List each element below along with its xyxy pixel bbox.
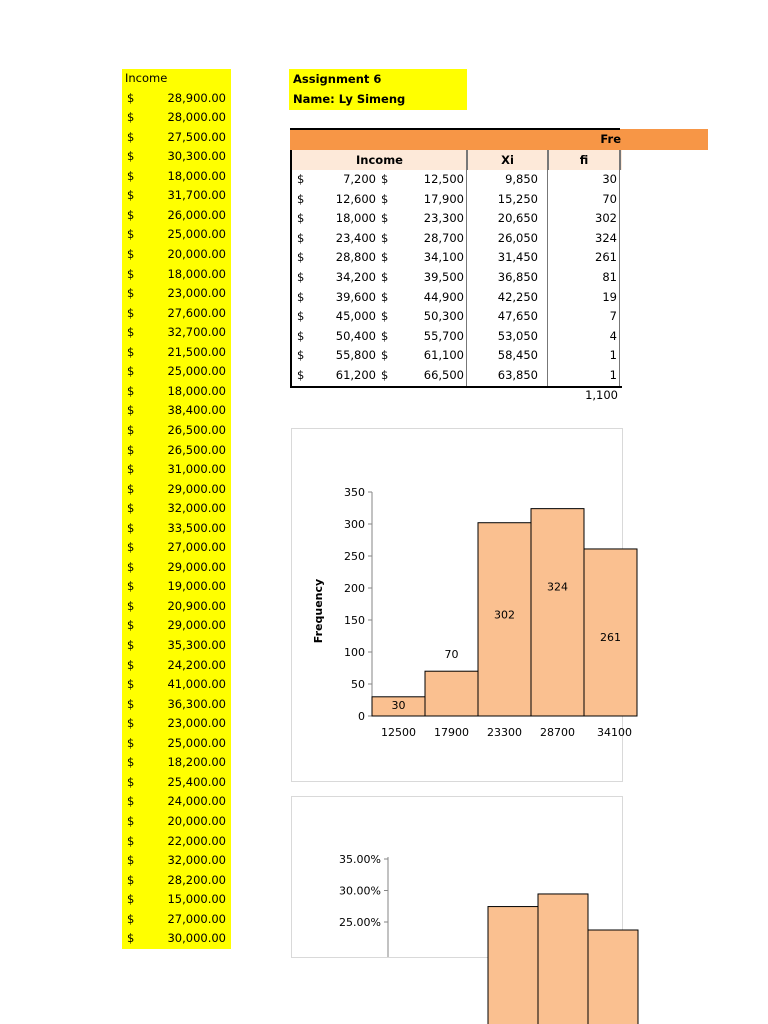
currency-symbol: $ bbox=[127, 364, 135, 379]
income-row bbox=[122, 832, 231, 852]
range-high: 39,500 bbox=[423, 270, 464, 284]
currency-symbol: $ bbox=[297, 230, 305, 245]
currency-symbol: $ bbox=[297, 191, 305, 206]
y-tick-label: 25.00% bbox=[339, 916, 381, 929]
currency-symbol: $ bbox=[381, 328, 389, 343]
income-value: 18,000.00 bbox=[167, 168, 226, 183]
income-value: 15,000.00 bbox=[167, 892, 226, 907]
histogram-bar bbox=[531, 509, 584, 716]
range-high: 23,300 bbox=[423, 211, 464, 226]
income-value: 38,400.00 bbox=[167, 403, 226, 418]
currency-symbol: $ bbox=[297, 348, 305, 363]
currency-symbol: $ bbox=[127, 344, 135, 359]
currency-symbol: $ bbox=[127, 481, 135, 496]
income-value: 18,200.00 bbox=[167, 755, 226, 770]
currency-symbol: $ bbox=[127, 872, 135, 887]
income-value: 27,600.00 bbox=[167, 305, 226, 320]
currency-symbol: $ bbox=[127, 149, 135, 164]
currency-symbol: $ bbox=[297, 211, 305, 226]
x-tick-label: 17900 bbox=[434, 726, 469, 739]
table-divider bbox=[466, 150, 467, 386]
currency-symbol: $ bbox=[381, 172, 389, 186]
currency-symbol: $ bbox=[127, 266, 135, 281]
income-row bbox=[122, 245, 231, 265]
range-low: 50,400 bbox=[335, 328, 376, 343]
range-low: 61,200 bbox=[335, 368, 376, 382]
table-divider bbox=[547, 150, 548, 386]
income-row bbox=[122, 577, 231, 597]
currency-symbol: $ bbox=[127, 853, 135, 868]
income-value: 23,000.00 bbox=[167, 716, 226, 731]
xi-value: 20,650 bbox=[497, 211, 538, 226]
range-low: 28,800 bbox=[335, 250, 376, 265]
income-value: 27,000.00 bbox=[167, 540, 226, 555]
income-value: 30,000.00 bbox=[167, 931, 226, 946]
currency-symbol: $ bbox=[127, 247, 135, 261]
currency-symbol: $ bbox=[297, 172, 305, 186]
currency-symbol: $ bbox=[127, 462, 135, 477]
income-row bbox=[122, 362, 231, 382]
income-value: 23,000.00 bbox=[167, 286, 226, 301]
income-row bbox=[122, 519, 231, 539]
income-value: 27,500.00 bbox=[167, 129, 226, 144]
table-row bbox=[292, 190, 622, 210]
table-row bbox=[292, 170, 622, 190]
currency-symbol: $ bbox=[127, 540, 135, 555]
range-high: 50,300 bbox=[423, 309, 464, 324]
y-tick-label: 300 bbox=[344, 518, 365, 531]
table-row bbox=[292, 248, 622, 268]
currency-symbol: $ bbox=[127, 618, 135, 633]
currency-symbol: $ bbox=[297, 289, 305, 304]
income-row bbox=[122, 871, 231, 891]
currency-symbol: $ bbox=[127, 559, 135, 574]
fi-value: 302 bbox=[595, 211, 617, 226]
income-column bbox=[122, 69, 231, 949]
currency-symbol: $ bbox=[127, 383, 135, 398]
xi-value: 15,250 bbox=[497, 191, 538, 206]
income-value: 29,000.00 bbox=[167, 559, 226, 574]
income-row bbox=[122, 773, 231, 793]
table-row bbox=[292, 209, 622, 229]
currency-symbol: $ bbox=[127, 794, 135, 809]
histogram-bar bbox=[425, 671, 478, 716]
currency-symbol: $ bbox=[127, 325, 135, 340]
x-tick-label: 28700 bbox=[540, 726, 575, 739]
income-value: 29,000.00 bbox=[167, 481, 226, 496]
range-low: 23,400 bbox=[335, 230, 376, 245]
range-high: 44,900 bbox=[423, 289, 464, 304]
xi-value: 47,650 bbox=[497, 309, 538, 324]
income-value: 24,000.00 bbox=[167, 794, 226, 809]
freq-total: 1,100 bbox=[585, 388, 618, 402]
table-border bbox=[290, 128, 620, 130]
relative-frequency-bar bbox=[588, 930, 638, 1024]
income-row bbox=[122, 695, 231, 715]
y-tick-label: 0 bbox=[358, 710, 365, 723]
currency-symbol: $ bbox=[127, 188, 135, 203]
income-row bbox=[122, 734, 231, 754]
xi-value: 26,050 bbox=[497, 230, 538, 245]
income-row bbox=[122, 206, 231, 226]
range-low: 39,600 bbox=[335, 289, 376, 304]
income-value: 29,000.00 bbox=[167, 618, 226, 633]
currency-symbol: $ bbox=[127, 677, 135, 692]
currency-symbol: $ bbox=[127, 638, 135, 652]
range-low: 55,800 bbox=[335, 348, 376, 363]
table-row bbox=[292, 327, 622, 347]
income-row bbox=[122, 656, 231, 676]
relative-frequency-histogram bbox=[291, 796, 623, 958]
y-tick-label: 100 bbox=[344, 646, 365, 659]
income-value: 26,500.00 bbox=[167, 442, 226, 457]
currency-symbol: $ bbox=[127, 305, 135, 320]
income-value: 26,000.00 bbox=[167, 207, 226, 222]
currency-symbol: $ bbox=[127, 129, 135, 144]
currency-symbol: $ bbox=[127, 657, 135, 672]
income-row bbox=[122, 186, 231, 206]
income-value: 26,500.00 bbox=[167, 422, 226, 437]
assignment-header bbox=[289, 69, 467, 110]
range-high: 28,700 bbox=[423, 230, 464, 245]
income-value: 25,000.00 bbox=[167, 735, 226, 750]
fi-value: 4 bbox=[609, 328, 617, 343]
bar-data-label: 30 bbox=[391, 698, 406, 712]
income-row bbox=[122, 910, 231, 930]
currency-symbol: $ bbox=[381, 211, 389, 226]
currency-symbol: $ bbox=[381, 250, 389, 265]
income-row bbox=[122, 108, 231, 128]
fi-value: 261 bbox=[595, 250, 617, 265]
income-row bbox=[122, 636, 231, 656]
currency-symbol: $ bbox=[127, 892, 135, 907]
income-value: 30,300.00 bbox=[167, 149, 226, 164]
fi-value: 30 bbox=[602, 172, 617, 186]
currency-symbol: $ bbox=[127, 227, 135, 242]
range-low: 45,000 bbox=[335, 309, 376, 324]
currency-symbol: $ bbox=[127, 168, 135, 183]
income-value: 33,500.00 bbox=[167, 520, 226, 535]
table-row bbox=[292, 229, 622, 249]
relative-frequency-bar bbox=[538, 894, 588, 1024]
table-row bbox=[292, 366, 622, 386]
x-tick-label: 23300 bbox=[487, 726, 522, 739]
bar-data-label: 302 bbox=[494, 608, 515, 622]
income-value: 24,200.00 bbox=[167, 657, 226, 672]
range-high: 34,100 bbox=[423, 250, 464, 265]
income-value: 20,900.00 bbox=[167, 598, 226, 613]
currency-symbol: $ bbox=[381, 230, 389, 245]
x-tick-label: 34100 bbox=[597, 726, 632, 739]
range-high: 55,700 bbox=[423, 328, 464, 343]
relative-frequency-histogram-svg bbox=[292, 797, 622, 957]
freq-table-header-row bbox=[290, 150, 622, 170]
income-value: 25,000.00 bbox=[167, 227, 226, 242]
currency-symbol: $ bbox=[127, 716, 135, 731]
income-row bbox=[122, 929, 231, 949]
x-tick-label: 12500 bbox=[381, 726, 416, 739]
currency-symbol: $ bbox=[127, 442, 135, 457]
currency-symbol: $ bbox=[127, 598, 135, 613]
income-value: 18,000.00 bbox=[167, 383, 226, 398]
currency-symbol: $ bbox=[297, 309, 305, 324]
income-value: 31,000.00 bbox=[167, 462, 226, 477]
fi-value: 70 bbox=[602, 191, 617, 206]
income-value: 21,500.00 bbox=[167, 344, 226, 359]
income-value: 41,000.00 bbox=[167, 677, 226, 692]
fi-value: 1 bbox=[609, 368, 617, 382]
range-high: 61,100 bbox=[423, 348, 464, 363]
currency-symbol: $ bbox=[127, 735, 135, 750]
fi-value: 19 bbox=[602, 289, 617, 304]
currency-symbol: $ bbox=[127, 696, 135, 711]
income-value: 32,000.00 bbox=[167, 853, 226, 868]
income-row bbox=[122, 792, 231, 812]
income-row bbox=[122, 441, 231, 461]
income-column-header: Income bbox=[125, 71, 168, 85]
currency-symbol: $ bbox=[127, 520, 135, 535]
income-row bbox=[122, 304, 231, 324]
currency-symbol: $ bbox=[127, 833, 135, 848]
income-value: 35,300.00 bbox=[167, 638, 226, 652]
income-row bbox=[122, 890, 231, 910]
bar-data-label: 261 bbox=[600, 630, 621, 644]
range-low: 34,200 bbox=[335, 270, 376, 284]
y-tick-label: 200 bbox=[344, 582, 365, 595]
income-row bbox=[122, 460, 231, 480]
income-row bbox=[122, 558, 231, 578]
currency-symbol: $ bbox=[127, 579, 135, 594]
currency-symbol: $ bbox=[297, 270, 305, 284]
xi-value: 36,850 bbox=[497, 270, 538, 284]
income-value: 28,900.00 bbox=[167, 90, 226, 105]
income-row bbox=[122, 265, 231, 285]
assignment-title: Assignment 6 bbox=[293, 72, 382, 86]
xi-value: 9,850 bbox=[505, 172, 538, 186]
income-row bbox=[122, 753, 231, 773]
range-high: 17,900 bbox=[423, 191, 464, 206]
income-row bbox=[122, 323, 231, 343]
table-row bbox=[292, 346, 622, 366]
y-tick-label: 150 bbox=[344, 614, 365, 627]
fi-value: 1 bbox=[609, 348, 617, 363]
income-value: 25,400.00 bbox=[167, 774, 226, 789]
table-row bbox=[292, 307, 622, 327]
income-row bbox=[122, 421, 231, 441]
y-tick-label: 35.00% bbox=[339, 853, 381, 866]
y-tick-label: 250 bbox=[344, 550, 365, 563]
freq-table-title: Fre bbox=[600, 132, 621, 146]
y-tick-label: 50 bbox=[351, 678, 365, 691]
fi-value: 81 bbox=[602, 270, 617, 284]
income-row bbox=[122, 147, 231, 167]
currency-symbol: $ bbox=[127, 422, 135, 437]
income-value: 25,000.00 bbox=[167, 364, 226, 379]
range-high: 12,500 bbox=[423, 172, 464, 186]
income-row bbox=[122, 538, 231, 558]
currency-symbol: $ bbox=[381, 289, 389, 304]
income-row bbox=[122, 480, 231, 500]
range-low: 7,200 bbox=[343, 172, 376, 186]
income-value: 28,000.00 bbox=[167, 110, 226, 125]
currency-symbol: $ bbox=[381, 368, 389, 382]
currency-symbol: $ bbox=[127, 501, 135, 516]
y-tick-label: 30.00% bbox=[339, 884, 381, 898]
xi-value: 58,450 bbox=[497, 348, 538, 363]
frequency-histogram-svg bbox=[292, 429, 632, 781]
table-row bbox=[292, 288, 622, 308]
freq-table-title-bar bbox=[290, 129, 708, 150]
income-row bbox=[122, 89, 231, 109]
fi-value: 324 bbox=[595, 230, 617, 245]
income-row bbox=[122, 675, 231, 695]
income-row bbox=[122, 616, 231, 636]
col-header-fi: fi bbox=[548, 150, 621, 170]
income-row bbox=[122, 401, 231, 421]
currency-symbol: $ bbox=[297, 368, 305, 382]
currency-symbol: $ bbox=[381, 348, 389, 363]
income-value: 18,000.00 bbox=[167, 266, 226, 281]
currency-symbol: $ bbox=[127, 110, 135, 125]
currency-symbol: $ bbox=[127, 90, 135, 105]
income-value: 32,000.00 bbox=[167, 501, 226, 516]
table-row bbox=[292, 268, 622, 288]
currency-symbol: $ bbox=[127, 774, 135, 789]
income-row bbox=[122, 812, 231, 832]
income-row bbox=[122, 499, 231, 519]
col-header-xi: Xi bbox=[467, 150, 549, 170]
bar-data-label: 324 bbox=[547, 580, 568, 594]
xi-value: 42,250 bbox=[497, 289, 538, 304]
income-row bbox=[122, 128, 231, 148]
income-value: 31,700.00 bbox=[167, 188, 226, 203]
xi-value: 63,850 bbox=[497, 368, 538, 382]
income-row bbox=[122, 851, 231, 871]
income-value: 20,000.00 bbox=[167, 813, 226, 828]
income-row bbox=[122, 382, 231, 402]
student-name: Name: Ly Simeng bbox=[293, 92, 406, 106]
table-divider bbox=[619, 150, 620, 386]
income-value: 32,700.00 bbox=[167, 325, 226, 340]
currency-symbol: $ bbox=[297, 250, 305, 265]
xi-value: 31,450 bbox=[497, 250, 538, 265]
income-value: 20,000.00 bbox=[167, 247, 226, 261]
col-header-income: Income bbox=[292, 150, 468, 170]
range-low: 12,600 bbox=[335, 191, 376, 206]
fi-value: 7 bbox=[609, 309, 617, 324]
xi-value: 53,050 bbox=[497, 328, 538, 343]
currency-symbol: $ bbox=[127, 403, 135, 418]
income-value: 28,200.00 bbox=[167, 872, 226, 887]
y-tick-label: 350 bbox=[344, 486, 365, 499]
currency-symbol: $ bbox=[127, 207, 135, 222]
income-row bbox=[122, 284, 231, 304]
range-high: 66,500 bbox=[423, 368, 464, 382]
frequency-histogram bbox=[291, 428, 632, 782]
bar-data-label: 70 bbox=[444, 648, 459, 662]
currency-symbol: $ bbox=[381, 309, 389, 324]
y-axis-label: Frequency bbox=[312, 578, 325, 644]
range-low: 18,000 bbox=[335, 211, 376, 226]
currency-symbol: $ bbox=[127, 755, 135, 770]
currency-symbol: $ bbox=[127, 286, 135, 301]
income-row bbox=[122, 225, 231, 245]
income-value: 19,000.00 bbox=[167, 579, 226, 594]
income-row bbox=[122, 167, 231, 187]
income-row bbox=[122, 714, 231, 734]
freq-table-body bbox=[290, 170, 622, 388]
currency-symbol: $ bbox=[127, 911, 135, 926]
income-value: 36,300.00 bbox=[167, 696, 226, 711]
relative-frequency-bar bbox=[488, 907, 538, 1024]
currency-symbol: $ bbox=[127, 931, 135, 946]
currency-symbol: $ bbox=[127, 813, 135, 828]
income-value: 27,000.00 bbox=[167, 911, 226, 926]
currency-symbol: $ bbox=[381, 270, 389, 284]
income-value: 22,000.00 bbox=[167, 833, 226, 848]
currency-symbol: $ bbox=[297, 328, 305, 343]
income-row bbox=[122, 343, 231, 363]
income-row bbox=[122, 597, 231, 617]
currency-symbol: $ bbox=[381, 191, 389, 206]
